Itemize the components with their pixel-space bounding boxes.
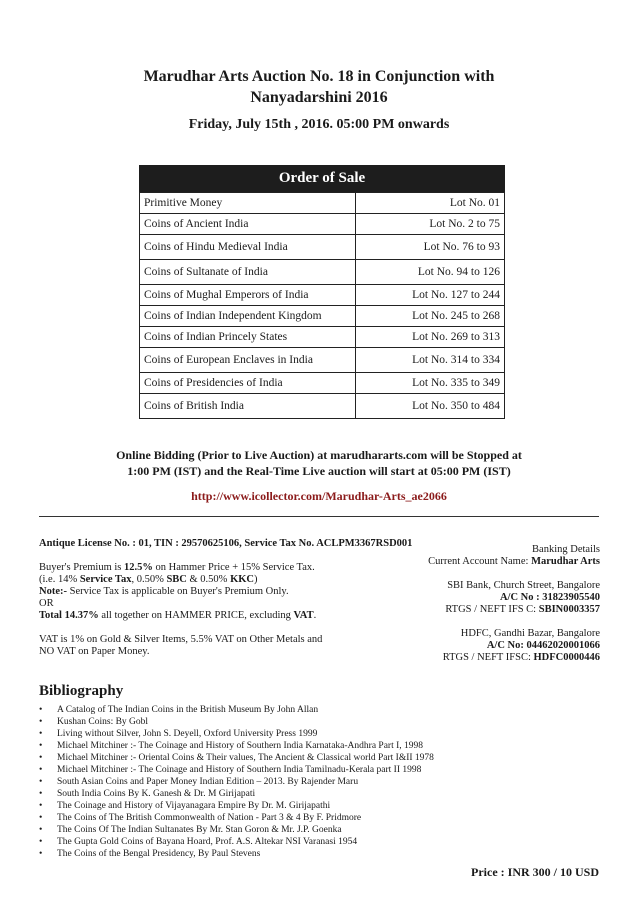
bibliography-text: The Coinage and History of Vijayanagara Empire By Dr. M. Girijapathi: [57, 801, 331, 811]
total-label: Total 14.37%: [39, 610, 99, 621]
premium-text: , 0.50%: [131, 574, 167, 585]
premium-line-1: [39, 562, 409, 574]
total-text: all together on HAMMER PRICE, excluding: [98, 610, 294, 621]
order-row: [140, 285, 505, 306]
bank1-ifsc-line: [400, 604, 600, 616]
order-row: [140, 235, 505, 260]
bullet-icon: •: [39, 741, 43, 751]
bullet-icon: •: [39, 825, 43, 835]
bibliography-item: [39, 740, 599, 752]
bullet-icon: •: [39, 849, 43, 859]
bank1-name: SBI Bank, Church Street, Bangalore: [447, 580, 600, 591]
bidding-notice-line-1: Online Bidding (Prior to Live Auction) at marudhararts.com will be Stopped at: [116, 448, 522, 462]
note-label: Note:-: [39, 586, 67, 597]
section-divider: [39, 516, 599, 517]
order-category: Coins of Ancient India: [140, 214, 356, 235]
order-lot-range: Lot No. 314 to 334: [356, 348, 505, 373]
order-category: Coins of Mughal Emperors of India: [140, 285, 356, 306]
catalog-price: Price : INR 300 / 10 USD: [471, 865, 599, 879]
bullet-icon: •: [39, 765, 43, 775]
order-lot-range: Lot No. 2 to 75: [356, 214, 505, 235]
total-text: .: [313, 610, 317, 621]
bank1-ifsc: SBIN0003357: [538, 604, 600, 615]
bidding-notice-line-2: 1:00 PM (IST) and the Real-Time Live auction will start at 05:00 PM (IST): [127, 464, 511, 478]
license-info: Antique License No. : 01, TIN : 29570625106, Service Tax No. ACLPM3367RSD001: [39, 538, 413, 549]
order-category: Coins of Hindu Medieval India: [140, 235, 356, 260]
bullet-icon: •: [39, 777, 43, 787]
order-lot-range: Lot No. 01: [356, 193, 505, 214]
bullet-icon: •: [39, 705, 43, 715]
bibliography-text: South India Coins By K. Ganesh & Dr. M Girijapati: [57, 789, 256, 799]
title-line-2: Nanyadarshini 2016: [250, 89, 388, 106]
bibliography-item: [39, 788, 599, 800]
service-tax-label: Service Tax: [79, 574, 132, 585]
bank1-account: A/C No : 31823905540: [499, 592, 600, 603]
order-row: [140, 193, 505, 214]
auction-date: Friday, July 15th , 2016. 05:00 PM onwards: [188, 117, 450, 132]
premium-percent: 12.5%: [124, 562, 153, 573]
premium-total: [39, 610, 409, 622]
bibliography-text: The Gupta Gold Coins of Bayana Hoard, Prof. A.S. Altekar NSI Varanasi 1954: [57, 837, 358, 847]
bullet-icon: •: [39, 813, 43, 823]
bibliography-item: [39, 824, 599, 836]
bank2-ifsc-line: [400, 652, 600, 664]
sbc-label: SBC: [166, 574, 187, 585]
bullet-icon: •: [39, 717, 43, 727]
bibliography-item: [39, 704, 599, 716]
premium-text: & 0.50%: [186, 574, 231, 585]
icollector-link[interactable]: http://www.icollector.com/Marudhar-Arts_ae2066: [191, 489, 447, 503]
bullet-icon: •: [39, 753, 43, 763]
order-category: Coins of Indian Independent Kingdom: [140, 306, 356, 327]
account-name-line: [400, 556, 600, 568]
order-category: Coins of European Enclaves in India: [140, 348, 356, 373]
bibliography-text: A Catalog of The Indian Coins in the British Museum By John Allan: [57, 705, 319, 715]
premium-text: ): [253, 574, 258, 585]
ifsc-label: RTGS / NEFT IFS C:: [445, 604, 539, 615]
order-category: Coins of British India: [140, 394, 356, 419]
bibliography-item: [39, 728, 599, 740]
order-lot-range: Lot No. 269 to 313: [356, 327, 505, 348]
ifsc-label: RTGS / NEFT IFSC:: [442, 652, 534, 663]
spacer: [39, 622, 409, 634]
bibliography-text: South Asian Coins and Paper Money Indian Edition – 2013. By Rajender Maru: [57, 777, 359, 787]
note-text: Service Tax is applicable on Buyer's Premium Only.: [66, 586, 289, 597]
order-row: [140, 306, 505, 327]
order-row: [140, 373, 505, 394]
bibliography-item: [39, 800, 599, 812]
bibliography-item: [39, 836, 599, 848]
order-row: [140, 394, 505, 419]
banking-title: Banking Details: [532, 544, 600, 555]
order-of-sale-table: [139, 192, 505, 419]
order-of-sale-heading: Order of Sale: [139, 165, 505, 192]
premium-line-2: [39, 574, 409, 586]
account-label: Current Account Name:: [428, 556, 532, 567]
bibliography-item: [39, 848, 599, 860]
bibliography-heading: Bibliography: [39, 683, 124, 699]
vat-label: VAT: [293, 610, 314, 621]
bibliography-text: Kushan Coins: By Gobl: [57, 717, 149, 727]
bibliography-text: Living without Silver, John S. Deyell, Oxford University Press 1999: [57, 729, 318, 739]
premium-note: [39, 586, 409, 598]
spacer: [400, 568, 600, 580]
bullet-icon: •: [39, 801, 43, 811]
bibliography-item: [39, 764, 599, 776]
order-row: [140, 214, 505, 235]
premium-details: [39, 562, 409, 658]
premium-text: Buyer's Premium is: [39, 562, 125, 573]
order-category: Coins of Presidencies of India: [140, 373, 356, 394]
order-row: [140, 260, 505, 285]
bibliography-list: [39, 704, 599, 860]
order-lot-range: Lot No. 94 to 126: [356, 260, 505, 285]
bibliography-text: The Coins Of The Indian Sultanates By Mr. Stan Goron & Mr. J.P. Goenka: [57, 825, 342, 835]
banking-details: [400, 544, 600, 664]
bibliography-text: The Coins of The British Commonwealth of Nation - Part 3 & 4 By F. Pridmore: [57, 813, 362, 823]
vat-line-1: VAT is 1% on Gold & Silver Items, 5.5% VAT on Other Metals and: [39, 634, 323, 645]
bank2-ifsc: HDFC0000446: [533, 652, 600, 663]
bibliography-text: The Coins of the Bengal Presidency, By Paul Stevens: [57, 849, 261, 859]
premium-text: on Hammer Price + 15% Service Tax.: [152, 562, 315, 573]
order-category: Coins of Indian Princely States: [140, 327, 356, 348]
bank2-account: A/C No: 04462020001066: [486, 640, 600, 651]
bullet-icon: •: [39, 837, 43, 847]
title-line-1: Marudhar Arts Auction No. 18 in Conjunction with: [143, 68, 495, 85]
bank2-name: HDFC, Gandhi Bazar, Bangalore: [460, 628, 600, 639]
bullet-icon: •: [39, 789, 43, 799]
order-lot-range: Lot No. 127 to 244: [356, 285, 505, 306]
order-lot-range: Lot No. 335 to 349: [356, 373, 505, 394]
order-lot-range: Lot No. 350 to 484: [356, 394, 505, 419]
order-category: Primitive Money: [140, 193, 356, 214]
bullet-icon: •: [39, 729, 43, 739]
bibliography-text: Michael Mitchiner :- Oriental Coins & Their values, The Ancient & Classical world Part I&II 1978: [57, 753, 434, 763]
account-name: Marudhar Arts: [531, 556, 600, 567]
order-category: Coins of Sultanate of India: [140, 260, 356, 285]
bibliography-item: [39, 752, 599, 764]
bibliography-item: [39, 812, 599, 824]
premium-or: OR: [39, 598, 54, 609]
order-lot-range: Lot No. 76 to 93: [356, 235, 505, 260]
order-row: [140, 327, 505, 348]
bibliography-item: [39, 776, 599, 788]
order-lot-range: Lot No. 245 to 268: [356, 306, 505, 327]
bibliography-text: Michael Mitchiner :- The Coinage and History of Southern India Karnataka-Andhra Part I, 1998: [57, 741, 424, 751]
order-row: [140, 348, 505, 373]
kkc-label: KKC: [230, 574, 254, 585]
premium-text: (i.e. 14%: [39, 574, 80, 585]
vat-line-2: NO VAT on Paper Money.: [39, 646, 150, 657]
spacer: [400, 616, 600, 628]
order-table-body: [140, 193, 505, 419]
bibliography-item: [39, 716, 599, 728]
bibliography-text: Michael Mitchiner :- The Coinage and History of Southern India Tamilnadu-Kerala part II 1998: [57, 765, 422, 775]
